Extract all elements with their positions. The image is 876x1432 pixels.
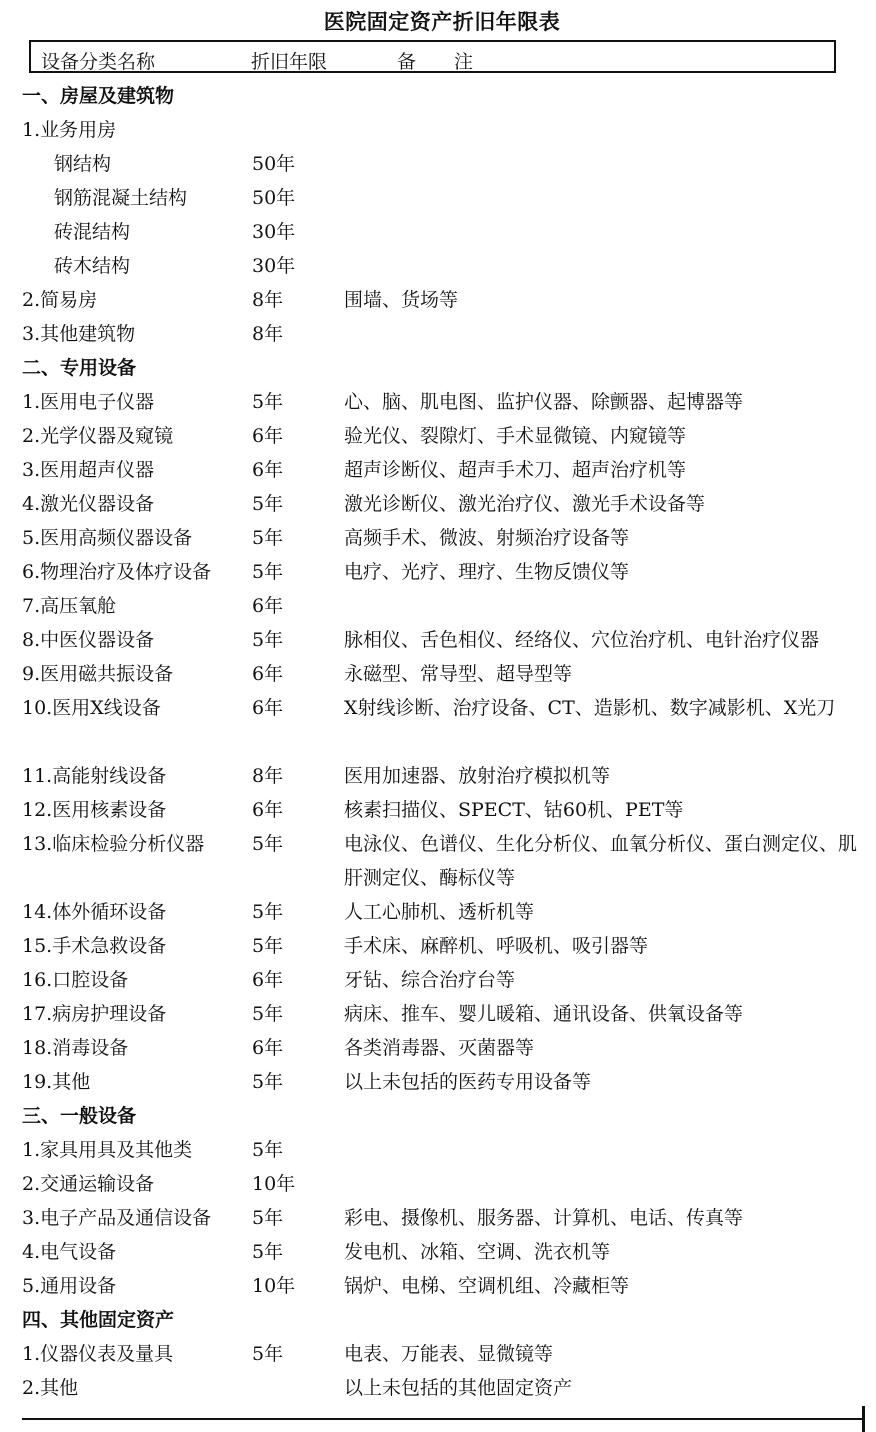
table-row (0, 487, 876, 521)
category-name: 砖木结构 (54, 255, 131, 277)
remarks: 脉相仪、舌色相仪、经络仪、穴位治疗机、电针治疗仪器 (344, 629, 820, 651)
document-title: 医院固定资产折旧年限表 (323, 9, 561, 34)
remarks: 核素扫描仪、SPECT、钴60机、PET等 (344, 799, 684, 821)
category-name: 1.仪器仪表及量具 (22, 1343, 174, 1365)
category-name: 16.口腔设备 (22, 969, 129, 991)
category-name: 4.激光仪器设备 (22, 493, 155, 515)
table-row (0, 793, 876, 827)
category-name: 一、房屋及建筑物 (22, 85, 175, 107)
table-row (0, 1269, 876, 1303)
category-name: 6.物理治疗及体疗设备 (22, 561, 212, 583)
category-name: 二、专用设备 (22, 357, 137, 379)
table-row (0, 1371, 876, 1405)
category-name: 8.中医仪器设备 (22, 629, 155, 651)
remarks: 心、脑、肌电图、监护仪器、除颤器、起博器等 (344, 391, 744, 413)
depreciation-years: 8年 (252, 289, 284, 311)
page-edge-mark (862, 1406, 865, 1432)
table-row (0, 963, 876, 997)
table-row (0, 453, 876, 487)
remarks: 病床、推车、婴儿暖箱、通讯设备、供氧设备等 (344, 1003, 744, 1025)
depreciation-years: 30年 (252, 221, 296, 243)
sub-item-row (0, 147, 876, 181)
depreciation-years: 6年 (252, 595, 284, 617)
category-name: 3.其他建筑物 (22, 323, 136, 345)
depreciation-years: 5年 (252, 833, 284, 855)
depreciation-years: 8年 (252, 323, 284, 345)
depreciation-years: 5年 (252, 1139, 284, 1161)
table-row (0, 1235, 876, 1269)
depreciation-years: 6年 (252, 1037, 284, 1059)
category-name: 1.家具用具及其他类 (22, 1139, 193, 1161)
table-row (0, 1133, 876, 1167)
depreciation-years: 5年 (252, 901, 284, 923)
header-depreciation-years: 折旧年限 (251, 51, 328, 73)
bottom-rule (22, 1418, 865, 1420)
table-row (0, 555, 876, 589)
depreciation-years: 5年 (252, 1343, 284, 1365)
depreciation-years: 10年 (252, 1173, 296, 1195)
table-row (0, 997, 876, 1031)
depreciation-years: 5年 (252, 935, 284, 957)
remarks: X射线诊断、治疗设备、CT、造影机、数字减影机、X光刀 (344, 697, 836, 719)
depreciation-years: 5年 (252, 391, 284, 413)
table-row (0, 589, 876, 623)
category-name: 11.高能射线设备 (22, 765, 167, 787)
category-name: 四、其他固定资产 (22, 1309, 175, 1331)
category-name: 2.简易房 (22, 289, 98, 311)
remarks: 永磁型、常导型、超导型等 (344, 663, 573, 685)
category-name: 1.医用电子仪器 (22, 391, 155, 413)
category-name: 7.高压氧舱 (22, 595, 117, 617)
category-name: 14.体外循环设备 (22, 901, 167, 923)
remarks: 验光仪、裂隙灯、手术显微镜、内窥镜等 (344, 425, 687, 447)
sub-item-row (0, 215, 876, 249)
category-name: 12.医用核素设备 (22, 799, 167, 821)
category-name: 5.通用设备 (22, 1275, 117, 1297)
header-remarks: 备注 (397, 51, 512, 73)
depreciation-years: 50年 (252, 153, 296, 175)
depreciation-years: 6年 (252, 663, 284, 685)
remarks: 电泳仪、色谱仪、生化分析仪、血氧分析仪、蛋白测定仪、肌肝测定仪、酶标仪等 (344, 833, 858, 889)
category-name: 19.其他 (22, 1071, 91, 1093)
category-name: 1.业务用房 (22, 119, 117, 141)
header-category-name: 设备分类名称 (41, 51, 156, 73)
remarks: 手术床、麻醉机、呼吸机、吸引器等 (344, 935, 649, 957)
table-row (0, 1167, 876, 1201)
section-heading-row (0, 79, 876, 113)
depreciation-years: 10年 (252, 1275, 296, 1297)
table-row (0, 1201, 876, 1235)
table-row (0, 419, 876, 453)
section-heading-row (0, 1099, 876, 1133)
remarks: 人工心肺机、透析机等 (344, 901, 535, 923)
category-name: 2.其他 (22, 1377, 79, 1399)
category-name: 17.病房护理设备 (22, 1003, 167, 1025)
depreciation-years: 5年 (252, 527, 284, 549)
depreciation-years: 6年 (252, 799, 284, 821)
depreciation-years: 6年 (252, 425, 284, 447)
table-row (0, 895, 876, 929)
table-row (0, 283, 876, 317)
depreciation-years: 5年 (252, 1241, 284, 1263)
depreciation-years: 5年 (252, 493, 284, 515)
table-row (0, 317, 876, 351)
remarks: 高频手术、微波、射频治疗设备等 (344, 527, 630, 549)
table-row (0, 1031, 876, 1065)
category-name: 5.医用高频仪器设备 (22, 527, 193, 549)
section-heading-row (0, 351, 876, 385)
depreciation-years: 5年 (252, 1207, 284, 1229)
table-row (0, 1065, 876, 1099)
section-heading-row (0, 1303, 876, 1337)
category-name: 3.电子产品及通信设备 (22, 1207, 212, 1229)
table-row (0, 385, 876, 419)
remarks: 围墙、货场等 (344, 289, 459, 311)
remarks: 超声诊断仪、超声手术刀、超声治疗机等 (344, 459, 687, 481)
depreciation-years: 50年 (252, 187, 296, 209)
category-name: 砖混结构 (54, 221, 131, 243)
category-name: 3.医用超声仪器 (22, 459, 155, 481)
category-name: 18.消毒设备 (22, 1037, 129, 1059)
category-name: 2.交通运输设备 (22, 1173, 155, 1195)
remarks: 电表、万能表、显微镜等 (344, 1343, 554, 1365)
category-name: 钢筋混凝土结构 (54, 187, 188, 209)
category-name: 2.光学仪器及窥镜 (22, 425, 174, 447)
table-row (0, 691, 876, 759)
depreciation-years: 8年 (252, 765, 284, 787)
remarks: 彩电、摄像机、服务器、计算机、电话、传真等 (344, 1207, 744, 1229)
remarks: 激光诊断仪、激光治疗仪、激光手术设备等 (344, 493, 706, 515)
depreciation-years: 5年 (252, 1003, 284, 1025)
category-name: 10.医用X线设备 (22, 697, 161, 719)
remarks: 电疗、光疗、理疗、生物反馈仪等 (344, 561, 630, 583)
remarks: 以上未包括的其他固定资产 (344, 1377, 573, 1399)
category-name: 9.医用磁共振设备 (22, 663, 174, 685)
depreciation-years: 6年 (252, 969, 284, 991)
table-row (0, 521, 876, 555)
depreciation-years: 5年 (252, 1071, 284, 1093)
table-row (0, 623, 876, 657)
depreciation-years: 5年 (252, 629, 284, 651)
table-header (29, 40, 836, 73)
category-name: 三、一般设备 (22, 1105, 137, 1127)
sub-item-row (0, 181, 876, 215)
sub-item-row (0, 249, 876, 283)
category-name: 15.手术急救设备 (22, 935, 167, 957)
table-row (0, 929, 876, 963)
remarks: 医用加速器、放射治疗模拟机等 (344, 765, 611, 787)
table-row (0, 113, 876, 147)
depreciation-years: 5年 (252, 561, 284, 583)
depreciation-years: 30年 (252, 255, 296, 277)
category-name: 4.电气设备 (22, 1241, 117, 1263)
remarks: 各类消毒器、灭菌器等 (344, 1037, 535, 1059)
remarks: 发电机、冰箱、空调、洗衣机等 (344, 1241, 611, 1263)
depreciation-years: 6年 (252, 697, 284, 719)
table-row (0, 759, 876, 793)
table-row (0, 657, 876, 691)
table-row (0, 1337, 876, 1371)
category-name: 13.临床检验分析仪器 (22, 833, 205, 855)
table-row (0, 827, 876, 895)
category-name: 钢结构 (54, 153, 112, 175)
remarks: 牙钻、综合治疗台等 (344, 969, 516, 991)
depreciation-years: 6年 (252, 459, 284, 481)
remarks: 锅炉、电梯、空调机组、冷藏柜等 (344, 1275, 630, 1297)
remarks: 以上未包括的医药专用设备等 (344, 1071, 592, 1093)
